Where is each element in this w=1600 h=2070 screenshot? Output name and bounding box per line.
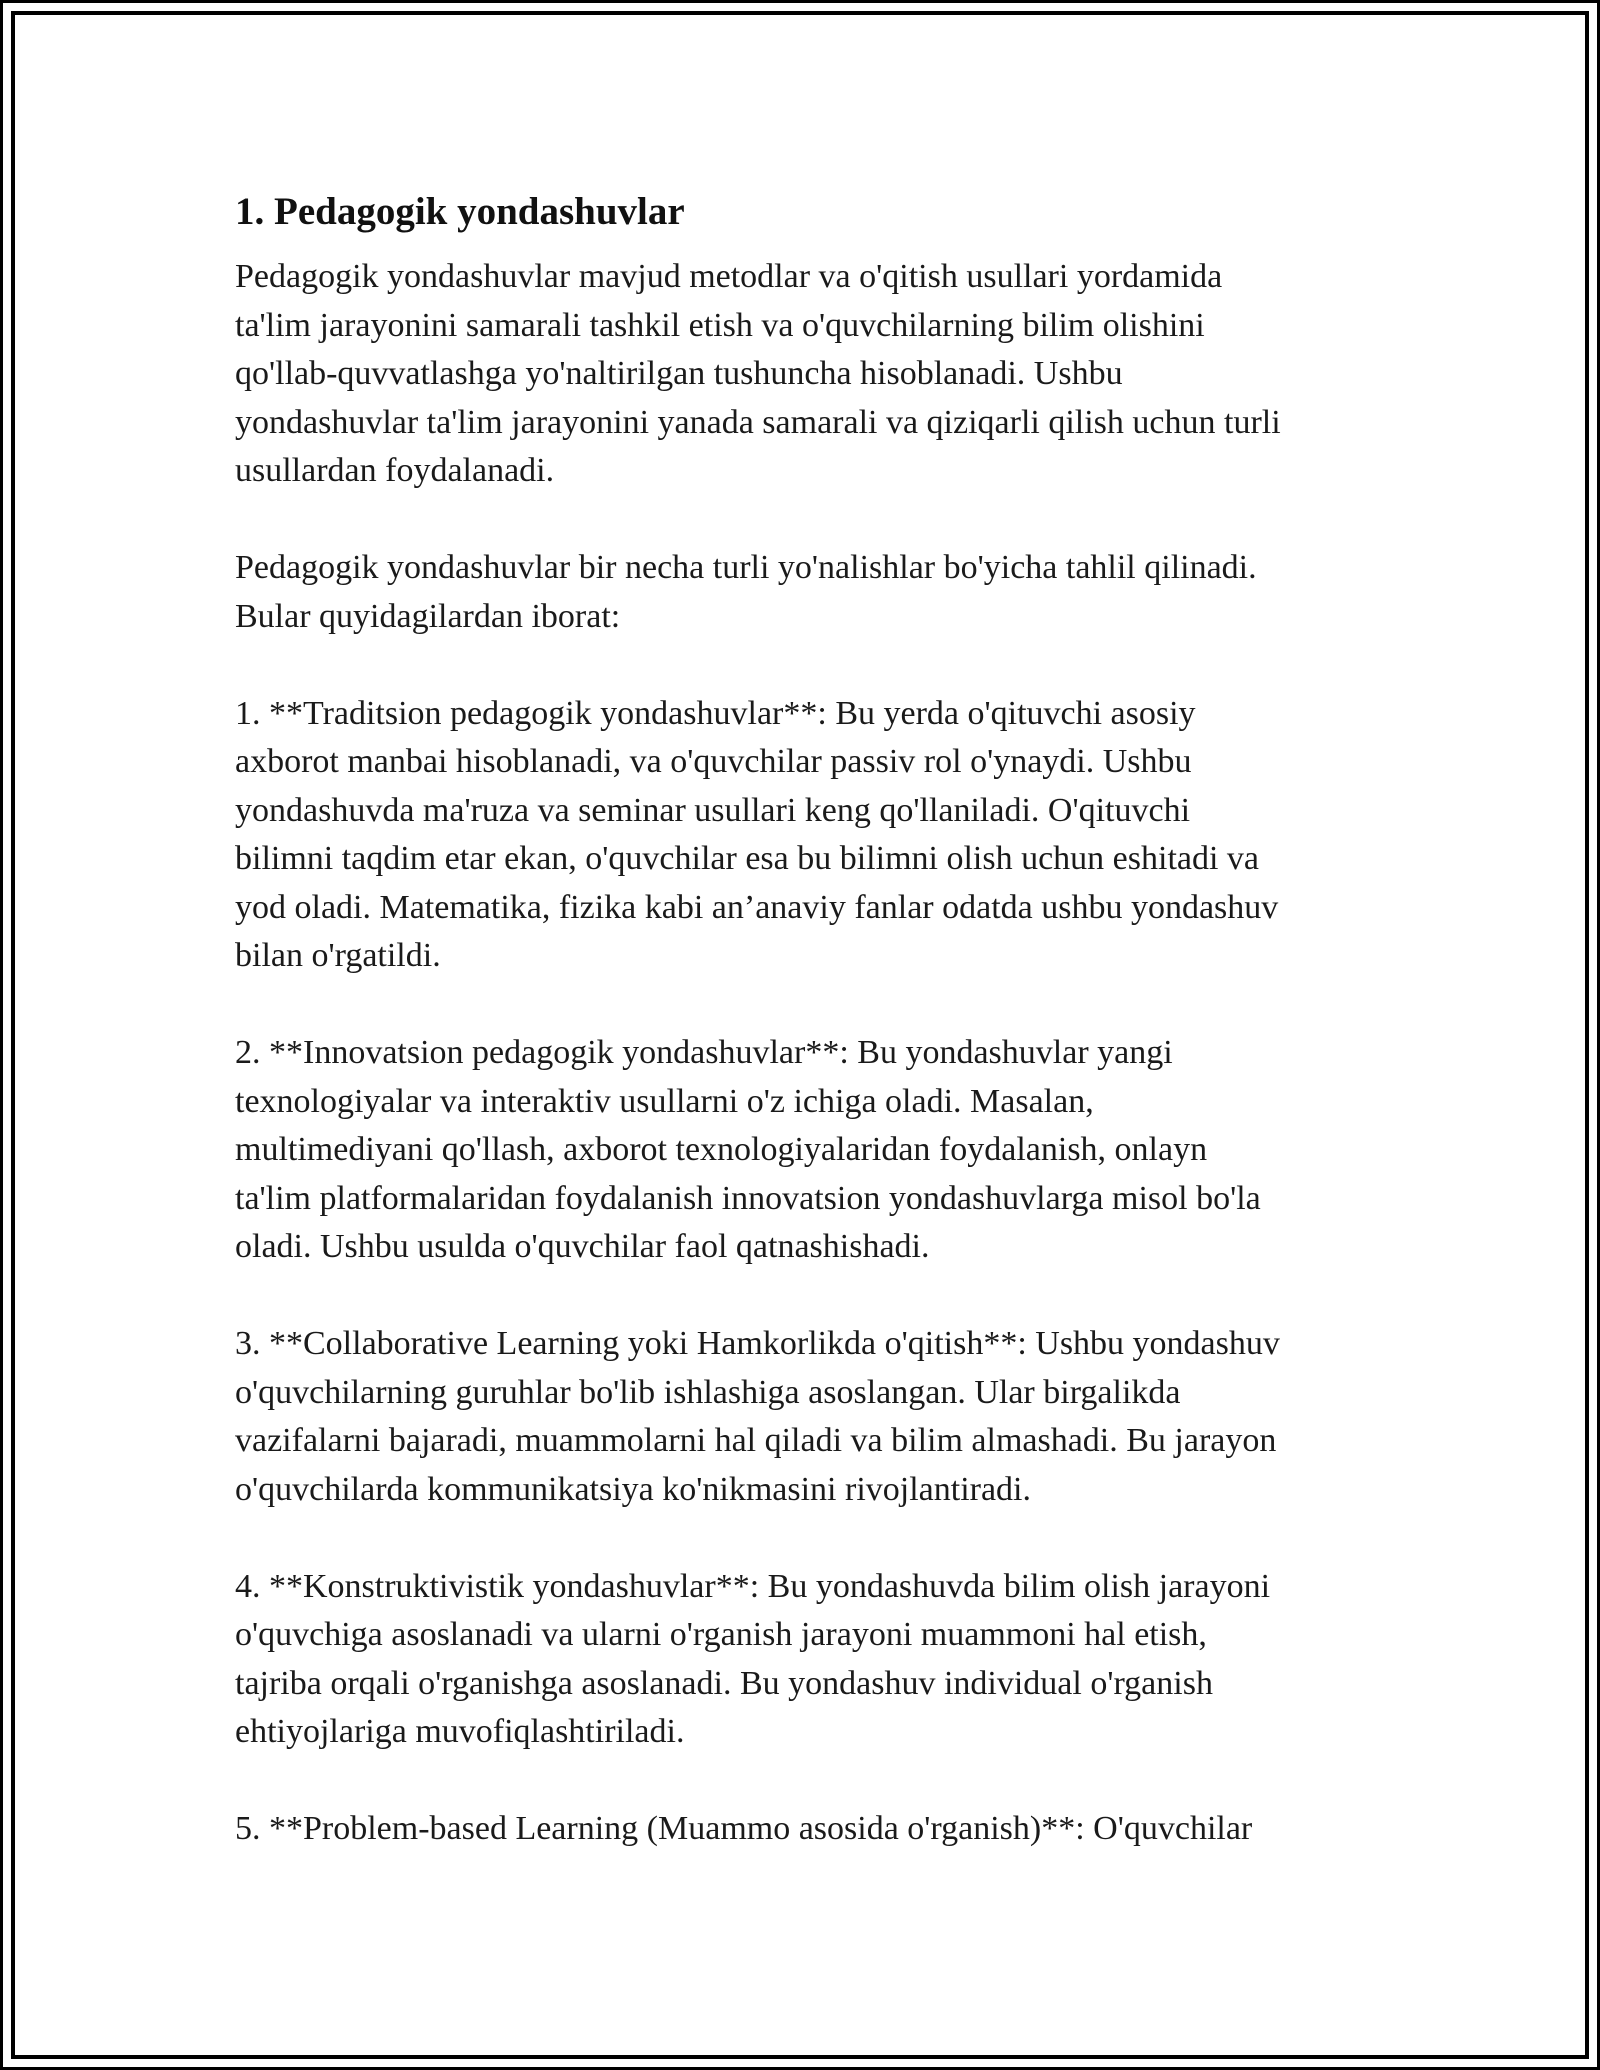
paragraph-line: tajriba orqali o'rganishga asoslanadi. Bu yondashuv individual o'rganish xyxy=(235,1664,1213,1702)
paragraph xyxy=(235,690,1385,981)
paragraph-line: axborot manbai hisoblanadi, va o'quvchilar passiv rol o'ynaydi. Ushbu xyxy=(235,743,1192,780)
paragraph-line: bilan o'rgatildi. xyxy=(235,937,441,974)
paragraph-line: yondashuvda ma'ruza va seminar usullari keng qo'llaniladi. O'qituvchi xyxy=(235,791,1191,829)
paragraph-line: yondashuvlar ta'lim jarayonini yanada samarali va qiziqarli qilish uchun turli xyxy=(235,403,1281,441)
paragraph-line: yod oladi. Matematika, fizika kabi an’anaviy fanlar odatda ushbu yondashuv xyxy=(235,888,1279,926)
document-body xyxy=(235,185,1385,1902)
paragraph-line: usullardan foydalanadi. xyxy=(235,452,555,489)
paragraph-line: 2. **Innovatsion pedagogik yondashuvlar**: Bu yondashuvlar yangi xyxy=(235,1034,1173,1071)
paragraph-line: 4. **Konstruktivistik yondashuvlar**: Bu yondashuvda bilim olish jarayoni xyxy=(235,1567,1271,1605)
paragraph-line: 3. **Collaborative Learning yoki Hamkorlikda o'qitish**: Ushbu yondashuv xyxy=(235,1325,1280,1362)
paragraph-line: o'quvchiga asoslanadi va ularni o'rganish jarayoni muammoni hal etish, xyxy=(235,1616,1207,1653)
paragraph-list xyxy=(235,253,1385,1854)
paragraph-line: 1. **Traditsion pedagogik yondashuvlar**: Bu yerda o'qituvchi asosiy xyxy=(235,694,1196,732)
paragraph-line: ta'lim platformalaridan foydalanish innovatsion yondashuvlarga misol bo'la xyxy=(235,1179,1261,1217)
paragraph-line: Bular quyidagilardan iborat: xyxy=(235,597,621,635)
section-heading: 1. Pedagogik yondashuvlar xyxy=(235,190,685,233)
paragraph-line: qo'llab-quvvatlashga yo'naltirilgan tushuncha hisoblanadi. Ushbu xyxy=(235,355,1123,392)
paragraph xyxy=(235,1320,1385,1514)
paragraph-line: Pedagogik yondashuvlar mavjud metodlar va o'qitish usullari yordamida xyxy=(235,258,1223,295)
paragraph-line: ta'lim jarayonini samarali tashkil etish va o'quvchilarning bilim olishini xyxy=(235,306,1205,344)
paragraph-line: bilimni taqdim etar ekan, o'quvchilar esa bu bilimni olish uchun eshitadi va xyxy=(235,840,1260,877)
paragraph xyxy=(235,1805,1385,1854)
paragraph-line: multimediyani qo'llash, axborot texnologiyalaridan foydalanish, onlayn xyxy=(235,1131,1208,1168)
paragraph-line: oladi. Ushbu usulda o'quvchilar faol qatnashishadi. xyxy=(235,1228,930,1265)
paragraph-line: texnologiyalar va interaktiv usullarni o'z ichiga oladi. Masalan, xyxy=(235,1082,1094,1120)
paragraph-line: Pedagogik yondashuvlar bir necha turli yo'nalishlar bo'yicha tahlil qilinadi. xyxy=(235,549,1257,586)
paragraph-line: 5. **Problem-based Learning (Muammo asosida o'rganish)**: O'quvchilar xyxy=(235,1810,1253,1847)
paragraph xyxy=(235,1563,1385,1757)
paragraph xyxy=(235,544,1385,641)
paragraph xyxy=(235,1029,1385,1272)
paragraph-line: ehtiyojlariga muvofiqlashtiriladi. xyxy=(235,1713,685,1750)
paragraph-line: o'quvchilarda kommunikatsiya ko'nikmasini rivojlantiradi. xyxy=(235,1470,1031,1508)
paragraph-line: o'quvchilarning guruhlar bo'lib ishlashiga asoslangan. Ular birgalikda xyxy=(235,1373,1181,1411)
paragraph-line: vazifalarni bajaradi, muammolarni hal qiladi va bilim almashadi. Bu jarayon xyxy=(235,1422,1277,1459)
paragraph xyxy=(235,253,1385,496)
